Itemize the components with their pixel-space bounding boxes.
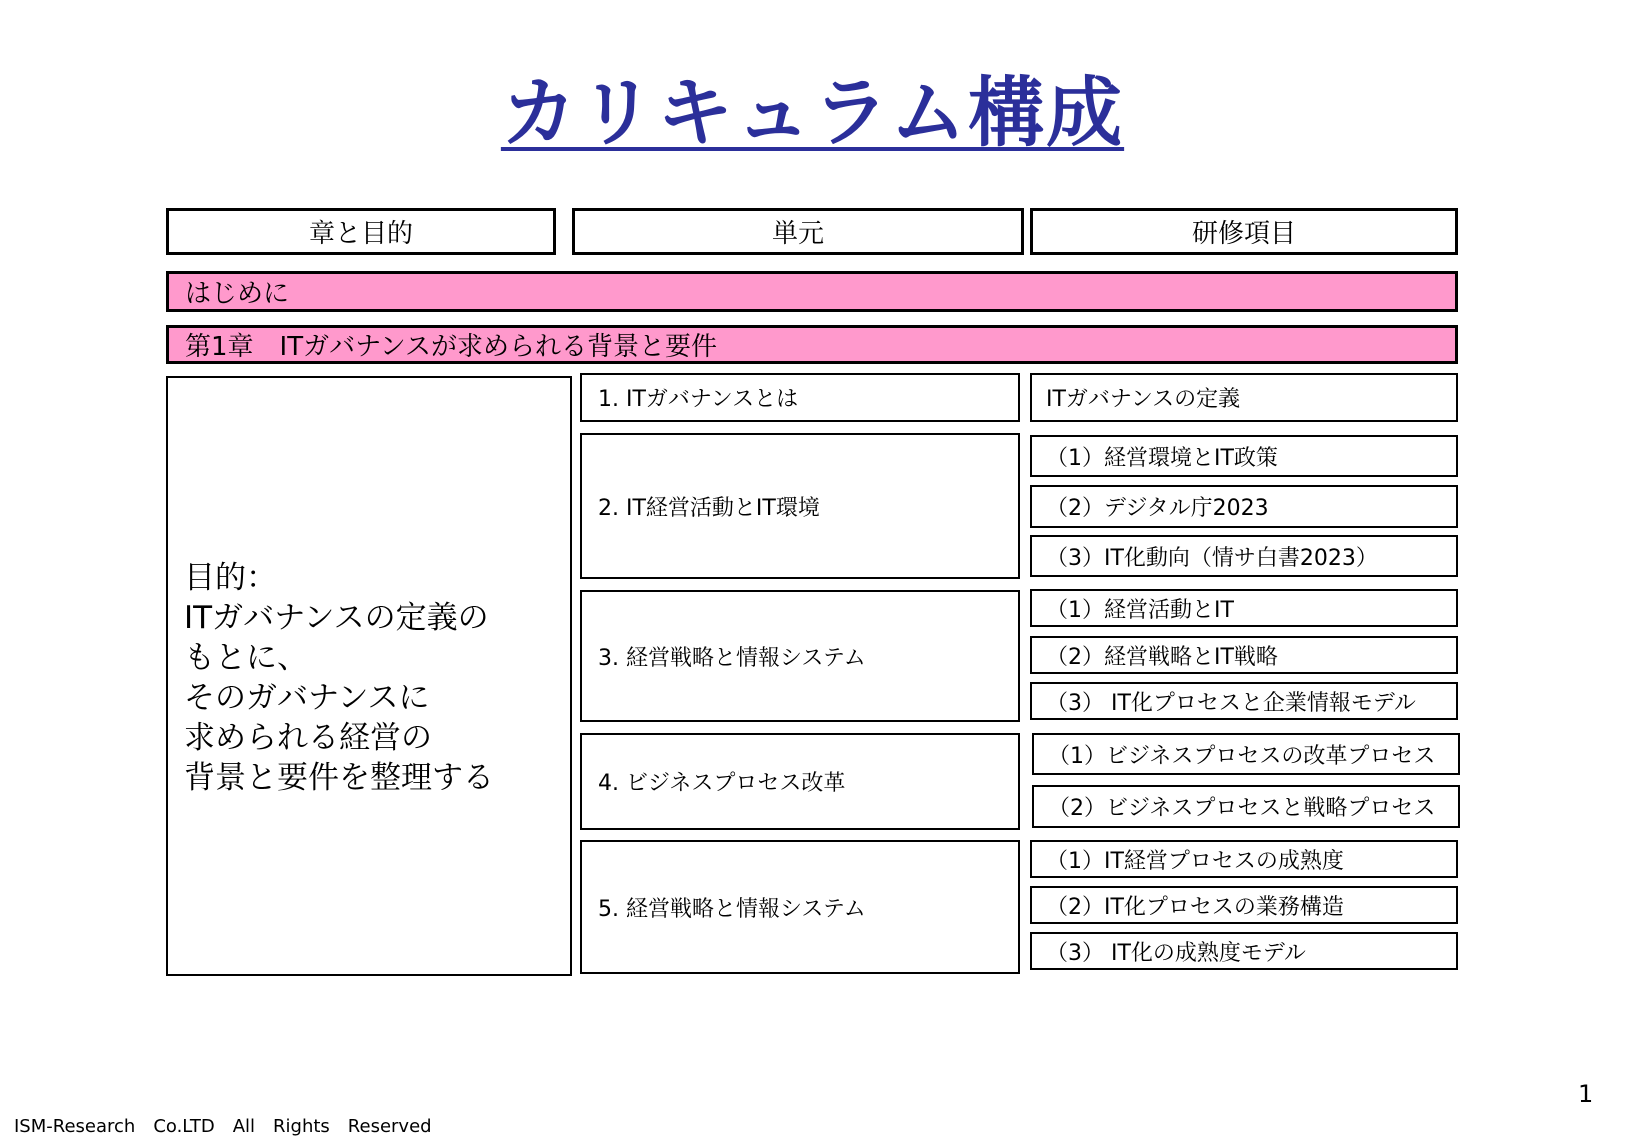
item-4-1: （1）ビジネスプロセスの改革プロセス <box>1032 733 1460 775</box>
purpose-line: ITガバナンスの定義の <box>184 600 489 636</box>
item-3-3: （3） IT化プロセスと企業情報モデル <box>1030 682 1458 720</box>
section-chapter1: 第1章 ITガバナンスが求められる背景と要件 <box>166 325 1458 364</box>
item-5-3: （3） IT化の成熟度モデル <box>1030 932 1458 970</box>
item-5-1: （1）IT経営プロセスの成熟度 <box>1030 840 1458 878</box>
item-1-1: ITガバナンスの定義 <box>1030 373 1458 422</box>
purpose-line: 求められる経営の <box>184 720 432 756</box>
unit-4: 4. ビジネスプロセス改革 <box>580 733 1020 830</box>
header-chapter-purpose: 章と目的 <box>166 208 556 255</box>
purpose-line: そのガバナンスに <box>184 680 430 716</box>
unit-1: 1. ITガバナンスとは <box>580 373 1020 422</box>
item-3-2: （2）経営戦略とIT戦略 <box>1030 636 1458 674</box>
item-4-2: （2）ビジネスプロセスと戦略プロセス <box>1032 785 1460 828</box>
item-5-2: （2）IT化プロセスの業務構造 <box>1030 886 1458 924</box>
item-2-1: （1）経営環境とIT政策 <box>1030 435 1458 477</box>
section-intro: はじめに <box>166 271 1458 312</box>
footer-copyright: ISM-Research Co.LTD All Rights Reserved <box>14 1116 432 1137</box>
header-unit: 単元 <box>572 208 1024 255</box>
unit-3: 3. 経営戦略と情報システム <box>580 590 1020 722</box>
item-3-1: （1）経営活動とIT <box>1030 589 1458 627</box>
item-2-2: （2）デジタル庁2023 <box>1030 485 1458 528</box>
purpose-line: 目的： <box>184 560 277 596</box>
purpose-line: 背景と要件を整理する <box>184 760 494 796</box>
page-title: カリキュラム構成 <box>500 68 1125 157</box>
unit-5: 5. 経営戦略と情報システム <box>580 840 1020 974</box>
purpose-box <box>166 376 572 976</box>
item-2-3: （3）IT化動向（情サ白書2023） <box>1030 535 1458 577</box>
header-training-items: 研修項目 <box>1030 208 1458 255</box>
page-number: 1 <box>1578 1080 1594 1108</box>
unit-2: 2. IT経営活動とIT環境 <box>580 433 1020 579</box>
purpose-line: もとに、 <box>184 640 308 676</box>
